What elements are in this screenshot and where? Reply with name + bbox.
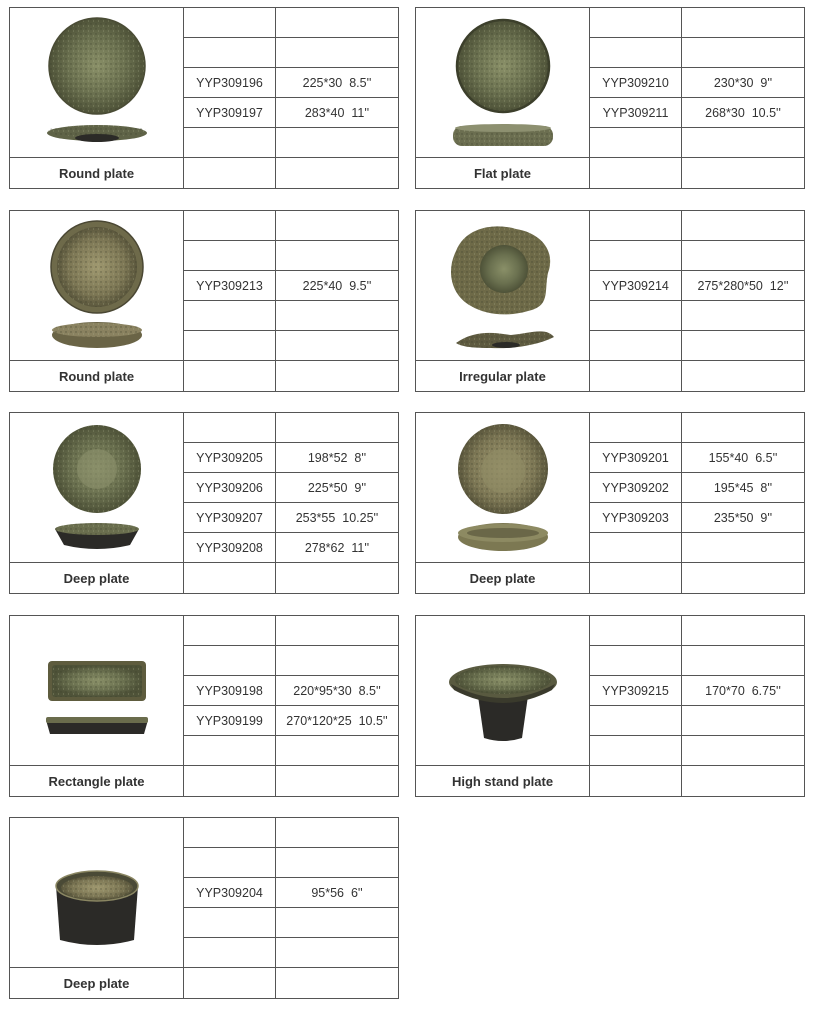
item-code: YYP309210 — [590, 68, 682, 97]
spec-row — [590, 8, 804, 38]
product-name: Round plate — [10, 361, 184, 391]
item-code — [590, 301, 682, 330]
spec-row — [184, 413, 398, 443]
item-size — [276, 8, 398, 37]
product-image — [416, 413, 590, 563]
spec-row — [590, 271, 804, 301]
deep-plate-illustration — [10, 413, 184, 563]
item-size — [276, 563, 398, 593]
spec-row — [184, 158, 398, 188]
item-size: 283*40 11'' — [304, 105, 370, 120]
spec-row — [184, 241, 398, 271]
spec-row — [184, 503, 398, 533]
spec-row — [590, 766, 804, 796]
item-code: YYP309213 — [184, 271, 276, 300]
item-code: YYP309205 — [184, 443, 276, 472]
spec-row — [184, 563, 398, 593]
item-size: 225*50 9'' — [307, 480, 367, 495]
spec-row — [184, 706, 398, 736]
item-code — [184, 968, 276, 998]
item-size — [682, 563, 804, 593]
product-image — [416, 8, 590, 158]
item-code: YYP309199 — [184, 706, 276, 735]
spec-row — [184, 473, 398, 503]
item-size — [682, 301, 804, 330]
spec-row — [184, 211, 398, 241]
item-code: YYP309198 — [184, 676, 276, 705]
item-size — [682, 128, 804, 157]
product-card-round-plate-1 — [9, 7, 399, 189]
product-name: Round plate — [10, 158, 184, 188]
spec-row — [184, 8, 398, 38]
item-size: 195*45 8'' — [713, 480, 773, 495]
item-code — [590, 646, 682, 675]
product-image — [416, 616, 590, 766]
product-name: Deep plate — [10, 563, 184, 593]
spec-row — [184, 361, 398, 391]
item-code — [184, 128, 276, 157]
item-code: YYP309208 — [184, 533, 276, 562]
item-size — [276, 158, 398, 188]
item-size — [276, 736, 398, 765]
product-image — [10, 211, 184, 361]
item-size: 225*30 8.5'' — [302, 75, 372, 90]
spec-row — [590, 413, 804, 443]
product-image — [10, 818, 184, 968]
item-code — [590, 8, 682, 37]
item-code: YYP309211 — [590, 98, 682, 127]
item-code — [184, 361, 276, 391]
item-code — [590, 616, 682, 645]
product-card-deep-plate-2 — [415, 412, 805, 594]
product-card-flat-plate — [415, 7, 805, 189]
item-code — [184, 908, 276, 937]
item-size: 220*95*30 8.5'' — [293, 683, 381, 698]
item-size — [682, 241, 804, 270]
spec-row — [184, 616, 398, 646]
spec-row — [184, 938, 398, 968]
spec-row — [184, 736, 398, 766]
spec-row — [590, 443, 804, 473]
item-code: YYP309207 — [184, 503, 276, 532]
spec-row — [184, 38, 398, 68]
spec-row — [590, 98, 804, 128]
item-code — [590, 331, 682, 360]
spec-table — [590, 8, 804, 188]
spec-row — [590, 706, 804, 736]
spec-row — [590, 503, 804, 533]
flat-plate-illustration — [416, 8, 590, 158]
item-code — [590, 736, 682, 765]
item-size — [682, 533, 804, 562]
spec-table — [184, 8, 398, 188]
deep-plate-cup-illustration — [10, 818, 184, 968]
item-code — [590, 706, 682, 735]
item-code — [184, 938, 276, 967]
item-size — [276, 938, 398, 967]
rectangle-plate-illustration — [10, 616, 184, 766]
item-code — [184, 301, 276, 330]
item-size — [682, 158, 804, 188]
item-code — [184, 818, 276, 847]
spec-row — [184, 331, 398, 361]
spec-table — [590, 616, 804, 796]
item-code — [184, 616, 276, 645]
item-size: 253*55 10.25'' — [295, 510, 379, 525]
item-size: 230*30 9'' — [713, 75, 773, 90]
item-size — [682, 616, 804, 645]
product-card-round-plate-2 — [9, 210, 399, 392]
item-size — [682, 8, 804, 37]
spec-row — [590, 361, 804, 391]
spec-row — [184, 968, 398, 998]
item-size: 270*120*25 10.5'' — [286, 713, 388, 728]
product-card-irregular-plate — [415, 210, 805, 392]
product-name: Deep plate — [10, 968, 184, 998]
item-code — [590, 413, 682, 442]
item-size — [276, 908, 398, 937]
spec-row — [590, 68, 804, 98]
item-size — [276, 646, 398, 675]
item-code — [184, 331, 276, 360]
item-size — [682, 38, 804, 67]
spec-row — [184, 766, 398, 796]
spec-table — [184, 211, 398, 391]
product-name: High stand plate — [416, 766, 590, 796]
item-code — [184, 563, 276, 593]
spec-table — [590, 413, 804, 593]
item-code — [590, 211, 682, 240]
item-code: YYP309202 — [590, 473, 682, 502]
item-code — [184, 241, 276, 270]
item-code — [184, 413, 276, 442]
item-code — [590, 533, 682, 562]
item-code: YYP309206 — [184, 473, 276, 502]
spec-row — [590, 473, 804, 503]
spec-row — [590, 676, 804, 706]
item-size: 275*280*50 12'' — [697, 278, 789, 293]
item-size: 278*62 11'' — [304, 540, 370, 555]
spec-row — [590, 38, 804, 68]
item-size — [682, 361, 804, 391]
item-code — [590, 361, 682, 391]
item-code — [590, 563, 682, 593]
item-code — [184, 736, 276, 765]
spec-row — [590, 158, 804, 188]
item-size — [682, 766, 804, 796]
item-size: 95*56 6'' — [311, 885, 363, 900]
product-name: Rectangle plate — [10, 766, 184, 796]
spec-row — [184, 878, 398, 908]
product-card-high-stand-plate — [415, 615, 805, 797]
spec-row — [590, 331, 804, 361]
item-size — [276, 968, 398, 998]
product-card-deep-plate-1 — [9, 412, 399, 594]
item-size — [276, 128, 398, 157]
spec-row — [590, 241, 804, 271]
round-plate-illustration — [10, 8, 184, 158]
item-size — [682, 331, 804, 360]
item-size: 225*40 9.5'' — [302, 278, 372, 293]
product-image — [10, 616, 184, 766]
item-size — [276, 413, 398, 442]
product-image — [416, 211, 590, 361]
item-size — [276, 331, 398, 360]
item-code — [590, 128, 682, 157]
item-size — [682, 413, 804, 442]
product-name: Deep plate — [416, 563, 590, 593]
round-plate-illustration — [10, 211, 184, 361]
item-size — [276, 616, 398, 645]
spec-row — [590, 616, 804, 646]
item-code — [590, 38, 682, 67]
spec-table — [184, 413, 398, 593]
product-card-deep-plate-3 — [9, 817, 399, 999]
item-size — [682, 706, 804, 735]
item-size — [682, 736, 804, 765]
spec-row — [590, 736, 804, 766]
item-size: 155*40 6.5'' — [708, 450, 778, 465]
spec-row — [184, 271, 398, 301]
spec-row — [184, 676, 398, 706]
spec-row — [590, 211, 804, 241]
spec-row — [590, 301, 804, 331]
spec-table — [184, 818, 398, 998]
spec-row — [590, 563, 804, 593]
item-code — [590, 158, 682, 188]
spec-row — [184, 646, 398, 676]
item-code — [184, 646, 276, 675]
item-code — [184, 211, 276, 240]
spec-table — [590, 211, 804, 391]
item-code — [184, 38, 276, 67]
item-code: YYP309215 — [590, 676, 682, 705]
item-code — [590, 766, 682, 796]
high-stand-plate-illustration — [416, 616, 590, 766]
spec-row — [184, 443, 398, 473]
item-code — [590, 241, 682, 270]
item-size — [682, 646, 804, 675]
spec-row — [184, 818, 398, 848]
spec-row — [184, 908, 398, 938]
product-image — [10, 8, 184, 158]
item-size — [276, 241, 398, 270]
spec-row — [184, 128, 398, 158]
item-size — [276, 38, 398, 67]
spec-row — [184, 98, 398, 128]
item-size: 235*50 9'' — [713, 510, 773, 525]
item-size: 268*30 10.5'' — [705, 105, 781, 120]
item-code — [184, 8, 276, 37]
item-code: YYP309196 — [184, 68, 276, 97]
item-size — [276, 818, 398, 847]
item-size: 198*52 8'' — [307, 450, 367, 465]
spec-row — [590, 128, 804, 158]
spec-row — [590, 646, 804, 676]
product-card-rectangle-plate — [9, 615, 399, 797]
item-code: YYP309203 — [590, 503, 682, 532]
spec-row — [184, 533, 398, 563]
product-name: Irregular plate — [416, 361, 590, 391]
item-size: 170*70 6.75'' — [705, 683, 781, 698]
item-size — [276, 301, 398, 330]
item-code: YYP309214 — [590, 271, 682, 300]
item-code — [184, 158, 276, 188]
item-size — [276, 211, 398, 240]
item-size — [276, 361, 398, 391]
item-code — [184, 848, 276, 877]
item-code: YYP309201 — [590, 443, 682, 472]
item-size — [276, 766, 398, 796]
product-image — [10, 413, 184, 563]
spec-row — [184, 848, 398, 878]
item-size — [682, 211, 804, 240]
product-name: Flat plate — [416, 158, 590, 188]
item-size — [276, 848, 398, 877]
item-code — [184, 766, 276, 796]
spec-row — [184, 301, 398, 331]
irregular-plate-illustration — [416, 211, 590, 361]
spec-table — [184, 616, 398, 796]
item-code: YYP309197 — [184, 98, 276, 127]
item-code: YYP309204 — [184, 878, 276, 907]
deep-plate-illustration — [416, 413, 590, 563]
spec-row — [590, 533, 804, 563]
spec-row — [184, 68, 398, 98]
